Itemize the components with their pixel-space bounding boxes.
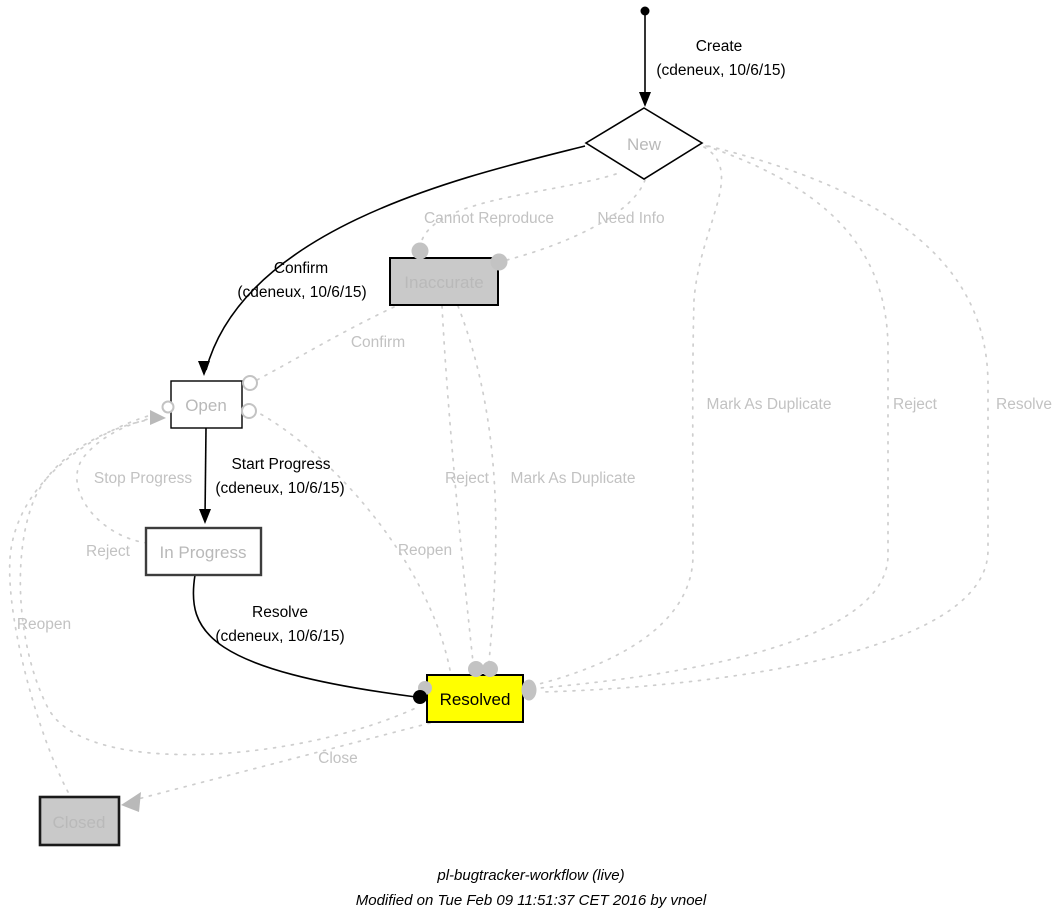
node-closed-label: Closed xyxy=(52,813,106,832)
dot-marker-resolved-top-1 xyxy=(468,661,484,677)
edge-close xyxy=(134,723,430,800)
footer xyxy=(356,867,707,909)
edge-stop-progress-label: Stop Progress xyxy=(93,470,193,487)
circle-marker-open-left xyxy=(163,402,174,413)
circle-marker-open-right-1 xyxy=(243,376,257,390)
edge-resolve-label: Resolve xyxy=(252,604,308,621)
edge-reject-new-label: Reject xyxy=(893,396,937,413)
arrowhead-inprogress-top xyxy=(199,509,211,524)
edge-resolve-new-label: Resolve xyxy=(996,396,1052,413)
edge-create-label: Create xyxy=(695,38,743,55)
edge-create-meta: (cdeneux, 10/6/15) xyxy=(656,62,786,79)
node-resolved-label: Resolved xyxy=(439,690,511,709)
edge-confirm-label: Confirm xyxy=(273,260,329,277)
arrowhead-closed-right xyxy=(121,792,141,812)
dot-marker-resolved-top-2 xyxy=(482,661,498,677)
edge-start-progress-meta: (cdeneux, 10/6/15) xyxy=(215,480,345,497)
edge-resolve-meta: (cdeneux, 10/6/15) xyxy=(215,628,345,645)
arrowhead-open-left xyxy=(150,410,166,425)
edge-cannot-reproduce-label: Cannot Reproduce xyxy=(423,210,555,227)
arrowhead-new-top xyxy=(639,92,651,107)
edge-reject-mid-label: Reject xyxy=(445,470,489,487)
dot-marker-resolved-right xyxy=(522,680,537,701)
footer-modified: Modified on Tue Feb 09 11:51:37 CET 2016 by vnoel xyxy=(355,892,707,909)
edge-reopen-left-label: Reopen xyxy=(16,616,72,633)
edge-start-progress-label: Start Progress xyxy=(231,456,331,473)
edge-close-label: Close xyxy=(318,750,358,767)
edge-reopen-mid-label: Reopen xyxy=(397,542,453,559)
node-in-progress-label: In Progress xyxy=(159,543,247,562)
edge-duplicate-new-label: Mark As Duplicate xyxy=(706,396,832,413)
edge-duplicate-mid-label: Mark As Duplicate xyxy=(510,470,636,487)
node-open-label: Open xyxy=(185,396,227,415)
node-inaccurate-label: Inaccurate xyxy=(404,273,484,292)
circle-marker-open-right-2 xyxy=(242,404,256,418)
edge-start-progress-active xyxy=(205,428,206,518)
edge-resolve-new xyxy=(542,146,988,692)
dot-marker-resolved-left-black xyxy=(413,690,427,704)
dot-marker-inaccurate-top xyxy=(412,243,429,260)
active-edges xyxy=(193,14,645,697)
edge-duplicate-new xyxy=(539,147,722,684)
dot-marker-inaccurate-right xyxy=(491,254,508,271)
edge-reject-left-label: Reject xyxy=(86,543,130,560)
arrowhead-open-top xyxy=(198,361,210,376)
edge-confirm-inaccurate-label: Confirm xyxy=(350,334,406,351)
edge-reject-inprogress xyxy=(20,419,418,755)
node-new-label: New xyxy=(626,135,662,154)
edge-confirm-meta: (cdeneux, 10/6/15) xyxy=(237,284,367,301)
start-dot xyxy=(641,7,650,16)
footer-title: pl-bugtracker-workflow (live) xyxy=(437,867,625,884)
edge-need-info-label: Need Info xyxy=(597,210,665,227)
